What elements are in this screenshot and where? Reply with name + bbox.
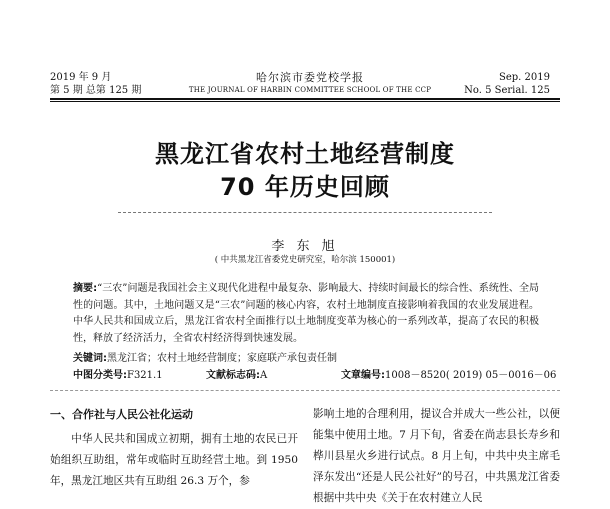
header-rule-thick	[50, 98, 560, 100]
doc-code-value: A	[260, 370, 268, 381]
journal-date-issue-en	[464, 71, 550, 97]
article-title-line1: 黑龙江省农村土地经营制度	[155, 140, 455, 168]
journal-name	[150, 71, 470, 97]
article-title	[60, 138, 550, 204]
clc-value: F321.1	[127, 370, 163, 381]
journal-date-en: Sep. 2019	[499, 72, 550, 83]
journal-issue-en: No. 5 Serial. 125	[464, 85, 550, 96]
article-number	[341, 368, 556, 384]
section-divider	[50, 390, 560, 391]
author-name: 李 东 旭	[271, 239, 339, 254]
journal-date-issue	[50, 71, 141, 97]
abstract	[73, 281, 539, 347]
keywords-text: 黑龙江省；农村土地经营制度；家庭联产承包责任制	[107, 353, 337, 364]
journal-date: 2019 年 9 月	[50, 72, 112, 83]
journal-name-cn: 哈尔滨市委党校学报	[256, 71, 364, 84]
keywords-label: 关键词:	[73, 353, 107, 364]
clc-number	[73, 368, 163, 384]
body-right-column: 影响土地的合理利用，提议合并成大一些公社，以便能集中使用土地。7 月下旬，省委在尚志县长寿乡和桦川县星火乡进行试点。8 月上旬，中共中央主席毛泽东发出“还是人民公社好”的号召，中共黑龙江省委根据中共中央《关于在农村建立人民	[313, 408, 560, 504]
article-title-line2: 70 年历史回顾	[220, 173, 390, 201]
keywords	[73, 351, 539, 367]
body-left-column	[50, 404, 298, 492]
article-no-value: 1008－8520( 2019) 05－0016－06	[385, 370, 557, 381]
journal-issue: 第 5 期 总第 125 期	[50, 85, 142, 96]
body-paragraph-left: 中华人民共和国成立初期，拥有土地的农民已开始组织互助组，常年或临时互助经营土地。到 1950 年，黑龙江地区共有互助组 26.3 万个，参	[50, 433, 298, 487]
article-no-label: 文章编号:	[341, 370, 385, 381]
journal-name-en: THE JOURNAL OF HARBIN COMMITTEE SCHOOL OF THE CCP	[188, 86, 432, 94]
doc-code-label: 文献标志码:	[206, 370, 260, 381]
abstract-text: “三农”问题是我国社会主义现代化进程中最复杂、影响最大、持续时间最长的综合性、系统性、全局性的问题。其中，土地问题又是“三农”问题的核心内容，农村土地制度直接影响着我国的农业发展进程。中华人民共和国成立后，黑龙江省农村全面推行以土地制度变革为核心的一系列改革，提高了农民的积极性，释放了经济活力，全省农村经济得到快速发展。	[73, 283, 539, 344]
abstract-label: 摘要:	[73, 283, 98, 294]
section-heading: 一、合作社与人民公社化运动	[50, 408, 193, 421]
header-rule-thin	[50, 101, 560, 102]
document-code	[206, 368, 267, 384]
title-divider	[118, 212, 492, 213]
clc-label: 中图分类号:	[73, 370, 127, 381]
author-affiliation: ( 中共黑龙江省委党史研究室，哈尔滨 150001)	[214, 255, 396, 265]
